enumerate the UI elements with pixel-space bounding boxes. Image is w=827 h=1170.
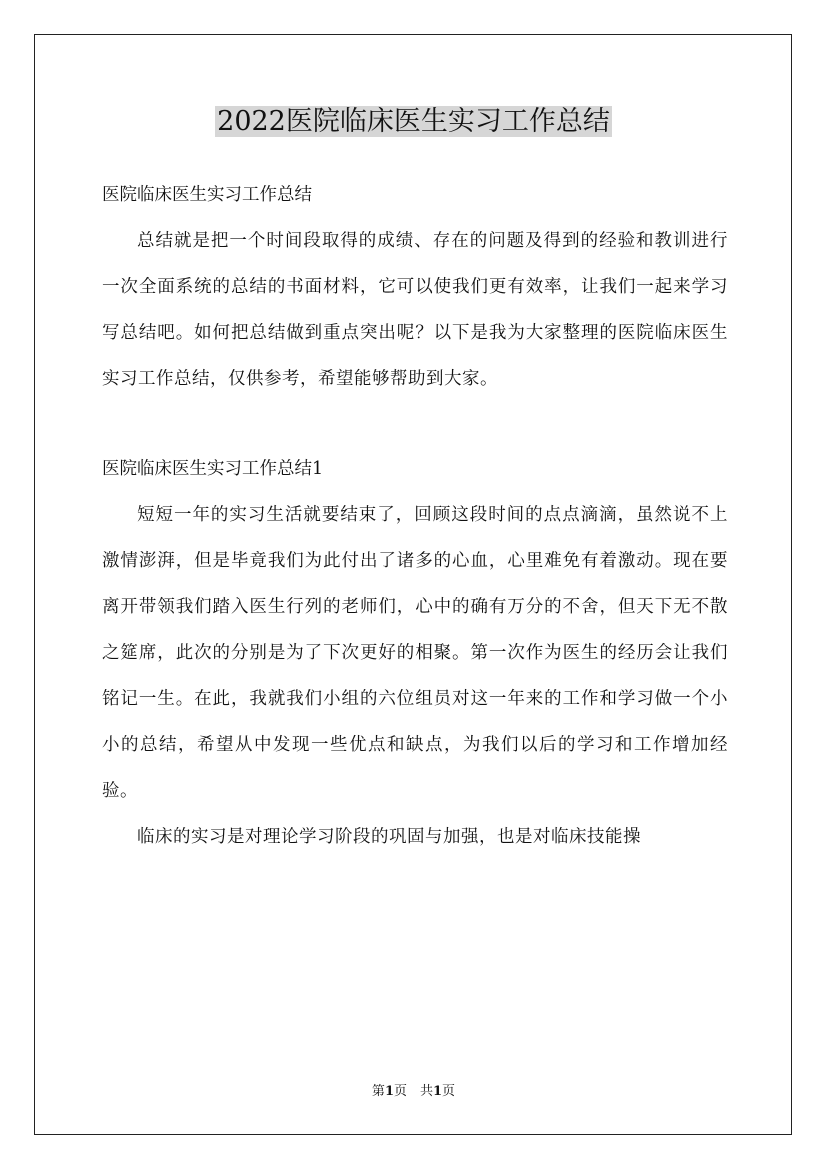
page-number-suffix: 页 [442, 1084, 456, 1099]
document-body [102, 172, 728, 860]
document-subtitle: 医院临床医生实习工作总结 [102, 185, 312, 205]
document-title-text: 2022医院临床医生实习工作总结 [217, 106, 610, 137]
page-number-current: 1 [384, 1084, 394, 1099]
section-1-paragraph-1: 短短一年的实习生活就要结束了，回顾这段时间的点点滴滴，虽然说不上激情澎湃，但是毕竟我们为此付出了诸多的心血，心里难免有着激动。现在要离开带领我们踏入医生行列的老师们，心中的确有万分的不舍，但天下无不散之筵席，此次的分别是为了下次更好的相聚。第一次作为医生的经历会让我们铭记一生。在此，我就我们小组的六位组员对这一年来的工作和学习做一个小小的总结，希望从中发现一些优点和缺点，为我们以后的学习和工作增加经验。 [102, 505, 728, 801]
page-number-total: 1 [433, 1084, 443, 1099]
intro-paragraph: 总结就是把一个时间段取得的成绩、存在的问题及得到的经验和教训进行一次全面系统的总结的书面材料，它可以使我们更有效率，让我们一起来学习写总结吧。如何把总结做到重点突出呢？以下是我为大家整理的医院临床医生实习工作总结，仅供参考，希望能够帮助到大家。 [102, 231, 728, 389]
section-heading-1: 医院临床医生实习工作总结1 [102, 459, 324, 479]
page-footer [0, 1083, 827, 1101]
page-number-prefix: 第 [371, 1084, 385, 1099]
section-1-paragraph-2: 临床的实习是对理论学习阶段的巩固与加强，也是对临床技能操 [137, 827, 641, 847]
page-number-mid: 页 共 [393, 1084, 433, 1099]
document-title [0, 100, 827, 144]
